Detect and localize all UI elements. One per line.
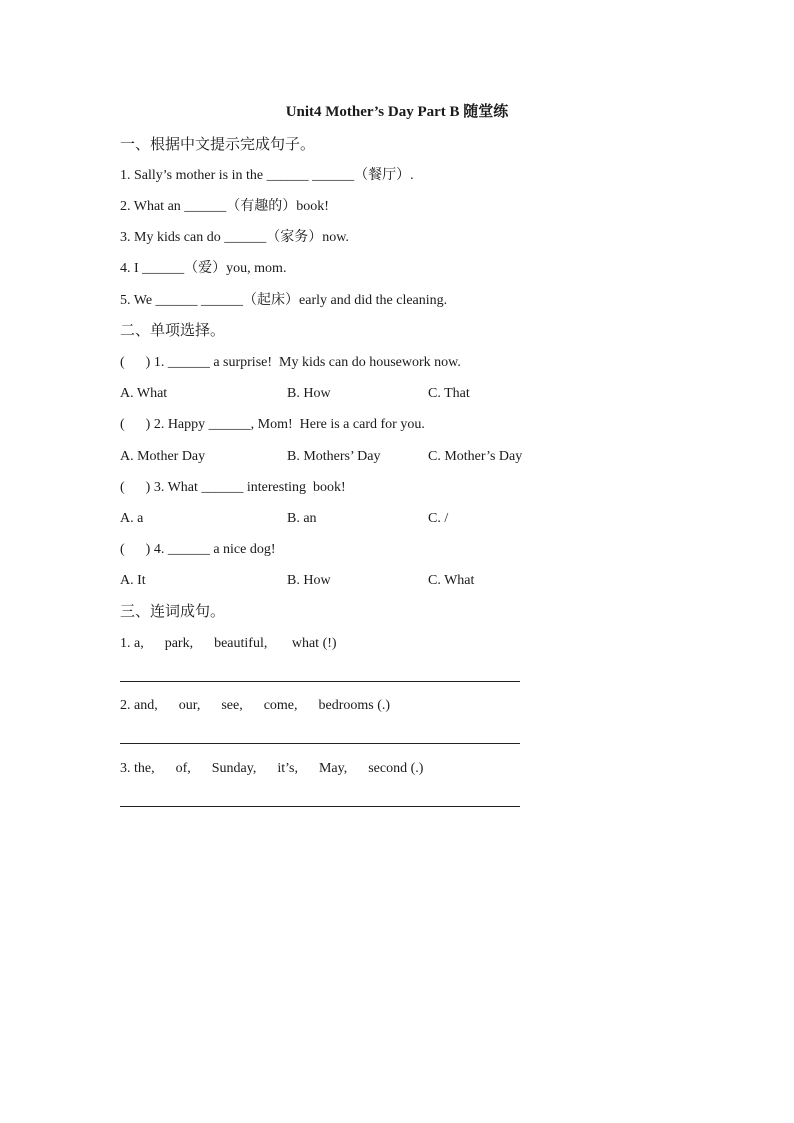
choice-question-4: ( ) 4. ______ a nice dog! <box>120 542 276 557</box>
choice-question-3: ( ) 3. What ______ interesting book! <box>120 480 346 495</box>
choice-question-2: ( ) 2. Happy ______, Mom! Here is a card for you. <box>120 417 425 432</box>
fill-sentence-2: 2. What an ______（有趣的）book! <box>120 199 329 214</box>
word-order-1: 1. a, park, beautiful, what (!) <box>120 636 337 651</box>
word-order-2: 2. and, our, see, come, bedrooms (.) <box>120 698 391 713</box>
q3-option-c: C. / <box>428 511 449 526</box>
q4-option-a: A. It <box>120 573 146 588</box>
answer-line-1 <box>120 681 520 682</box>
section3-heading: 三、连词成句。 <box>120 604 226 620</box>
q4-option-b: B. How <box>287 573 331 588</box>
fill-sentence-3: 3. My kids can do ______（家务）now. <box>120 230 349 245</box>
q2-option-a: A. Mother Day <box>120 449 206 464</box>
fill-sentence-4: 4. I ______（爱）you, mom. <box>120 261 287 276</box>
choice-question-1: ( ) 1. ______ a surprise! My kids can do housework now. <box>120 355 461 370</box>
q1-option-a: A. What <box>120 386 168 401</box>
q1-option-c: C. That <box>428 386 470 401</box>
section1-heading: 一、根据中文提示完成句子。 <box>120 137 316 153</box>
word-order-3: 3. the, of, Sunday, it’s, May, second (.) <box>120 761 424 776</box>
q4-option-c: C. What <box>428 573 475 588</box>
answer-line-2 <box>120 743 520 744</box>
q1-option-b: B. How <box>287 386 331 401</box>
page-title: Unit4 Mother’s Day Part B 随堂练 <box>285 104 509 120</box>
q3-option-a: A. a <box>120 511 144 526</box>
fill-sentence-1: 1. Sally’s mother is in the ______ ______（餐厅）. <box>120 168 414 183</box>
q2-option-c: C. Mother’s Day <box>428 449 523 464</box>
answer-line-3 <box>120 806 520 807</box>
fill-sentence-5: 5. We ______ ______（起床）early and did the cleaning. <box>120 293 448 308</box>
q2-option-b: B. Mothers’ Day <box>287 449 381 464</box>
q3-option-b: B. an <box>287 511 317 526</box>
section2-heading: 二、单项选择。 <box>120 323 226 339</box>
